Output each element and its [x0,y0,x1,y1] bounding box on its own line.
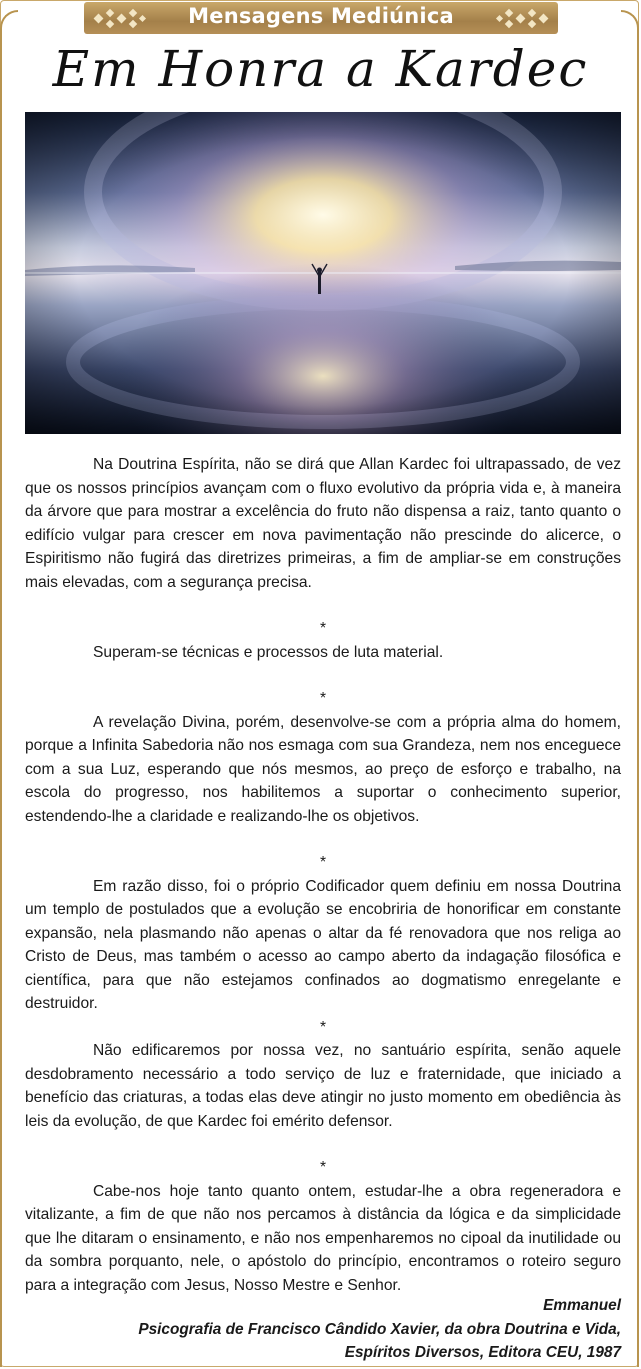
signature-source-line-1: Psicografia de Francisco Cândido Xavier, da obra Doutrina e Vida, [138,1320,621,1338]
separator-star: * [319,854,327,871]
spiritual-light-photo-icon [25,112,621,434]
frame-left-border [0,10,18,1367]
paragraph-4: Em razão disso, foi o próprio Codificador quem definiu em nossa Doutrina um templo de postulados que a evolução se encobriria de honorificar em constante expansão, nela plasmando não apenas o altar da fé renovadora que nos religa ao Cristo de Deus, mas também o acesso ao campo aberto da indagação filosófica e científica, para que não estejamos confinados ao dogmatismo enregelante e destruidor. [25,877,621,1012]
frame-right-border [621,10,639,1367]
signature-block [138,1294,621,1365]
paragraph-5: Não edificaremos por nossa vez, no santuário espírita, senão aquele desdobramento necessário a todo serviço de luz e fraternidade, que iniciado a benefício das criaturas, a todas elas deve atingir no justo momento em obediência às leis da evolução, de que Kardec foi emérito defensor. [25,1042,621,1130]
paragraph-1: Na Doutrina Espírita, não se dirá que Allan Kardec foi ultrapassado, de vez que os nossos princípios avançam com o fluxo evolutivo da própria vida e, à maneira da árvore que para mostrar a excelência do fruto não dispensa a raiz, tanto quanto o edifício vulgar para crescer em nova pavimentação não prescinde do alicerce, o Espiritismo não fugirá das diretrizes primeiras, a fim de ampliar-se em construções mais elevadas, com a segurança precisa. [25,456,621,591]
paragraph-3: A revelação Divina, porém, desenvolve-se com a própria alma do homem, porque a Infinita Sabedoria não nos esmaga com sua Grandeza, nem nos enceguece com a sua Luz, esperando que nós mesmos, ao preço de esforço e trabalho, na escola do progresso, nos habilitemos a suportar o conhecimento superior, estendendo-lhe a claridade e realizando-lhe os objetivos. [25,713,621,825]
page-title: Em Honra a Kardec [52,40,589,98]
signature-author: Emmanuel [543,1297,621,1314]
banner-title: Mensagens Mediúnica [188,4,454,28]
header-banner [84,2,558,34]
ornament-right-icon [492,8,550,30]
separator-star: * [319,1018,327,1036]
paragraph-2: Superam-se técnicas e processos de luta material. [93,643,444,661]
message-body [25,453,621,1297]
paragraph-6: Cabe-nos hoje tanto quanto ontem, estudar-lhe a obra regeneradora e vitalizante, a fim de que não nos percamos à distância da lógica e da simplicidade que lhe ditaram o ensinamento, e não nos empenharemos no cipoal da inutilidade ou da sombra porquanto, nele, o apóstolo do princípio, encontramos o roteiro seguro para a integração com Jesus, Nosso Mestre e Senhor. [25,1182,621,1294]
separator-star: * [319,620,327,637]
separator-star: * [319,690,327,707]
signature-source-line-2: Espíritos Diversos, Editora CEU, 1987 [344,1344,621,1361]
separator-star: * [319,1159,327,1176]
